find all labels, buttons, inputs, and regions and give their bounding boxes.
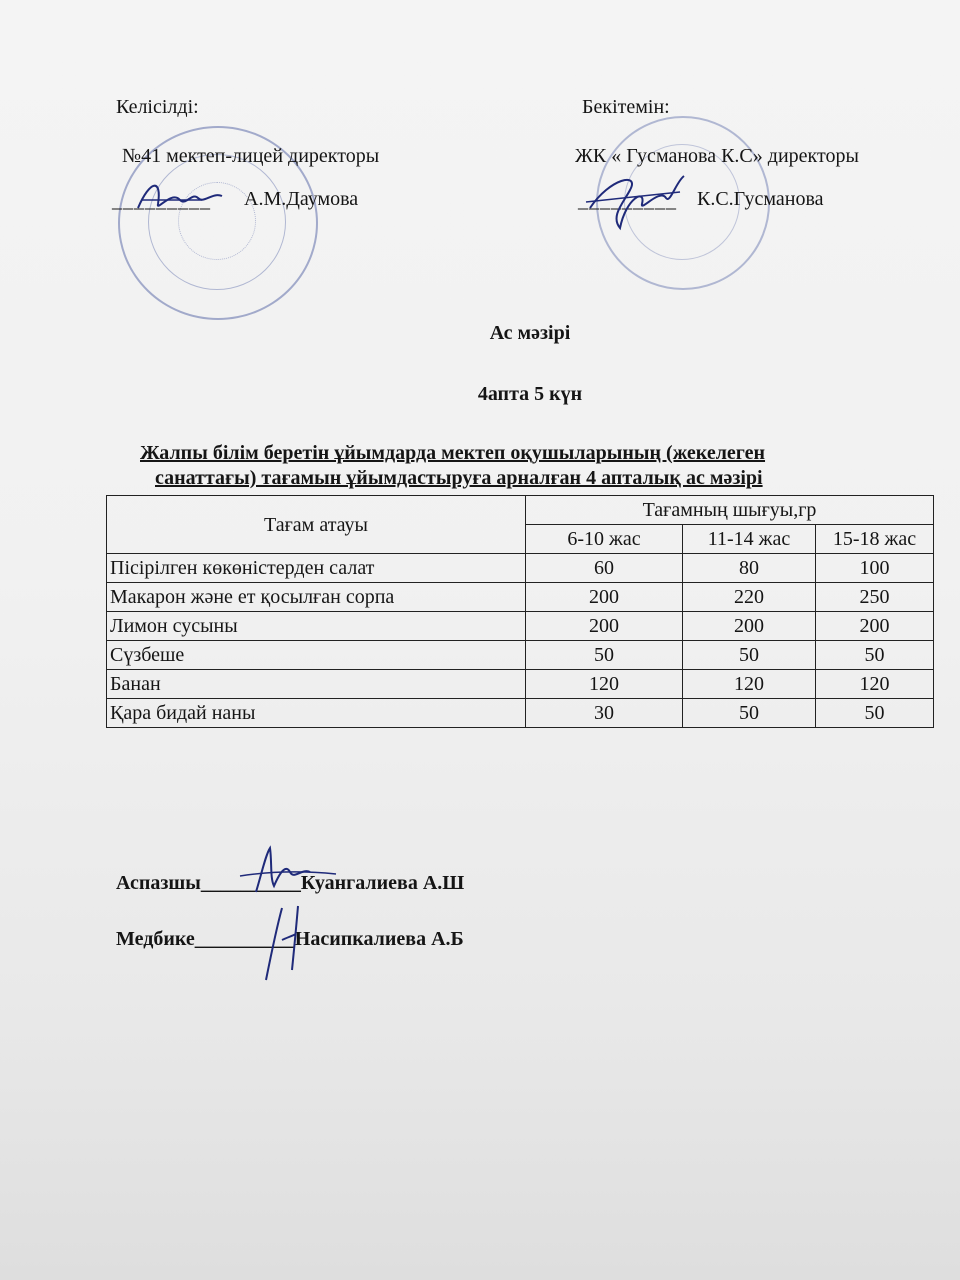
left-director-signature	[132, 170, 232, 220]
dish-name: Банан	[107, 670, 526, 699]
right-director-position: ЖК « Гусманова К.С» директоры	[575, 145, 859, 167]
portion-value: 60	[526, 554, 683, 583]
page-subtitle: 4апта 5 күн	[477, 383, 583, 405]
approved-label: Келісілді:	[116, 96, 199, 118]
portion-value: 50	[683, 699, 816, 728]
nurse-name: Насипкалиева А.Б	[294, 928, 464, 950]
confirm-label: Бекітемін:	[582, 96, 670, 118]
dish-name: Пісірілген көкөністерден салат	[107, 554, 526, 583]
portion-value: 120	[683, 670, 816, 699]
left-director-position: №41 мектеп-лицей директоры	[122, 145, 380, 167]
page-title: Ас мәзірі	[489, 322, 571, 344]
right-director-name: К.С.Гусманова	[697, 188, 824, 210]
portion-value: 120	[526, 670, 683, 699]
nurse-blank: __________	[194, 928, 295, 950]
portion-value: 80	[683, 554, 816, 583]
description-line-2: санаттағы) тағамын ұйымдастыруға арналған 4 апталық ас мәзірі	[155, 467, 763, 489]
right-signature-line: _________	[578, 190, 677, 212]
dish-name: Сүзбеше	[107, 641, 526, 670]
dish-name: Лимон сусыны	[107, 612, 526, 641]
cook-signature	[236, 842, 346, 902]
nurse-signature	[252, 900, 322, 990]
age-group-header: 6-10 жас	[526, 525, 683, 554]
left-director-name: А.М.Даумова	[244, 188, 359, 210]
age-group-header: 11-14 жас	[683, 525, 816, 554]
description-line-1: Жалпы білім беретін ұйымдарда мектеп оқушыларының (жекелеген	[140, 442, 766, 464]
cook-name: Куангалиева А.Ш	[300, 872, 465, 894]
age-group-header: 15-18 жас	[816, 525, 934, 554]
portion-value: 200	[683, 612, 816, 641]
right-director-signature	[580, 168, 700, 238]
portion-value: 30	[526, 699, 683, 728]
table-row	[107, 612, 934, 641]
portion-value: 200	[526, 612, 683, 641]
table-row	[107, 641, 934, 670]
portion-value: 200	[816, 612, 934, 641]
cook-label: Аспазшы	[116, 872, 201, 894]
dish-name: Макарон және ет қосылған сорпа	[107, 583, 526, 612]
table-row	[107, 670, 934, 699]
portion-value: 220	[683, 583, 816, 612]
portion-value: 100	[816, 554, 934, 583]
table-row	[107, 583, 934, 612]
portion-value: 250	[816, 583, 934, 612]
dish-name: Қара бидай наны	[107, 699, 526, 728]
portion-value: 120	[816, 670, 934, 699]
nurse-label: Медбике	[116, 928, 195, 950]
portion-value: 200	[526, 583, 683, 612]
table-row	[107, 554, 934, 583]
left-signature-line: _________	[112, 190, 211, 212]
portion-value: 50	[683, 641, 816, 670]
portion-value: 50	[526, 641, 683, 670]
col-header-dish-name: Тағам атауы	[107, 496, 526, 554]
portion-value: 50	[816, 641, 934, 670]
table-row	[107, 699, 934, 728]
col-header-output: Тағамның шығуы,гр	[526, 496, 934, 525]
menu-table	[106, 495, 934, 728]
cook-blank: __________	[200, 872, 301, 894]
portion-value: 50	[816, 699, 934, 728]
